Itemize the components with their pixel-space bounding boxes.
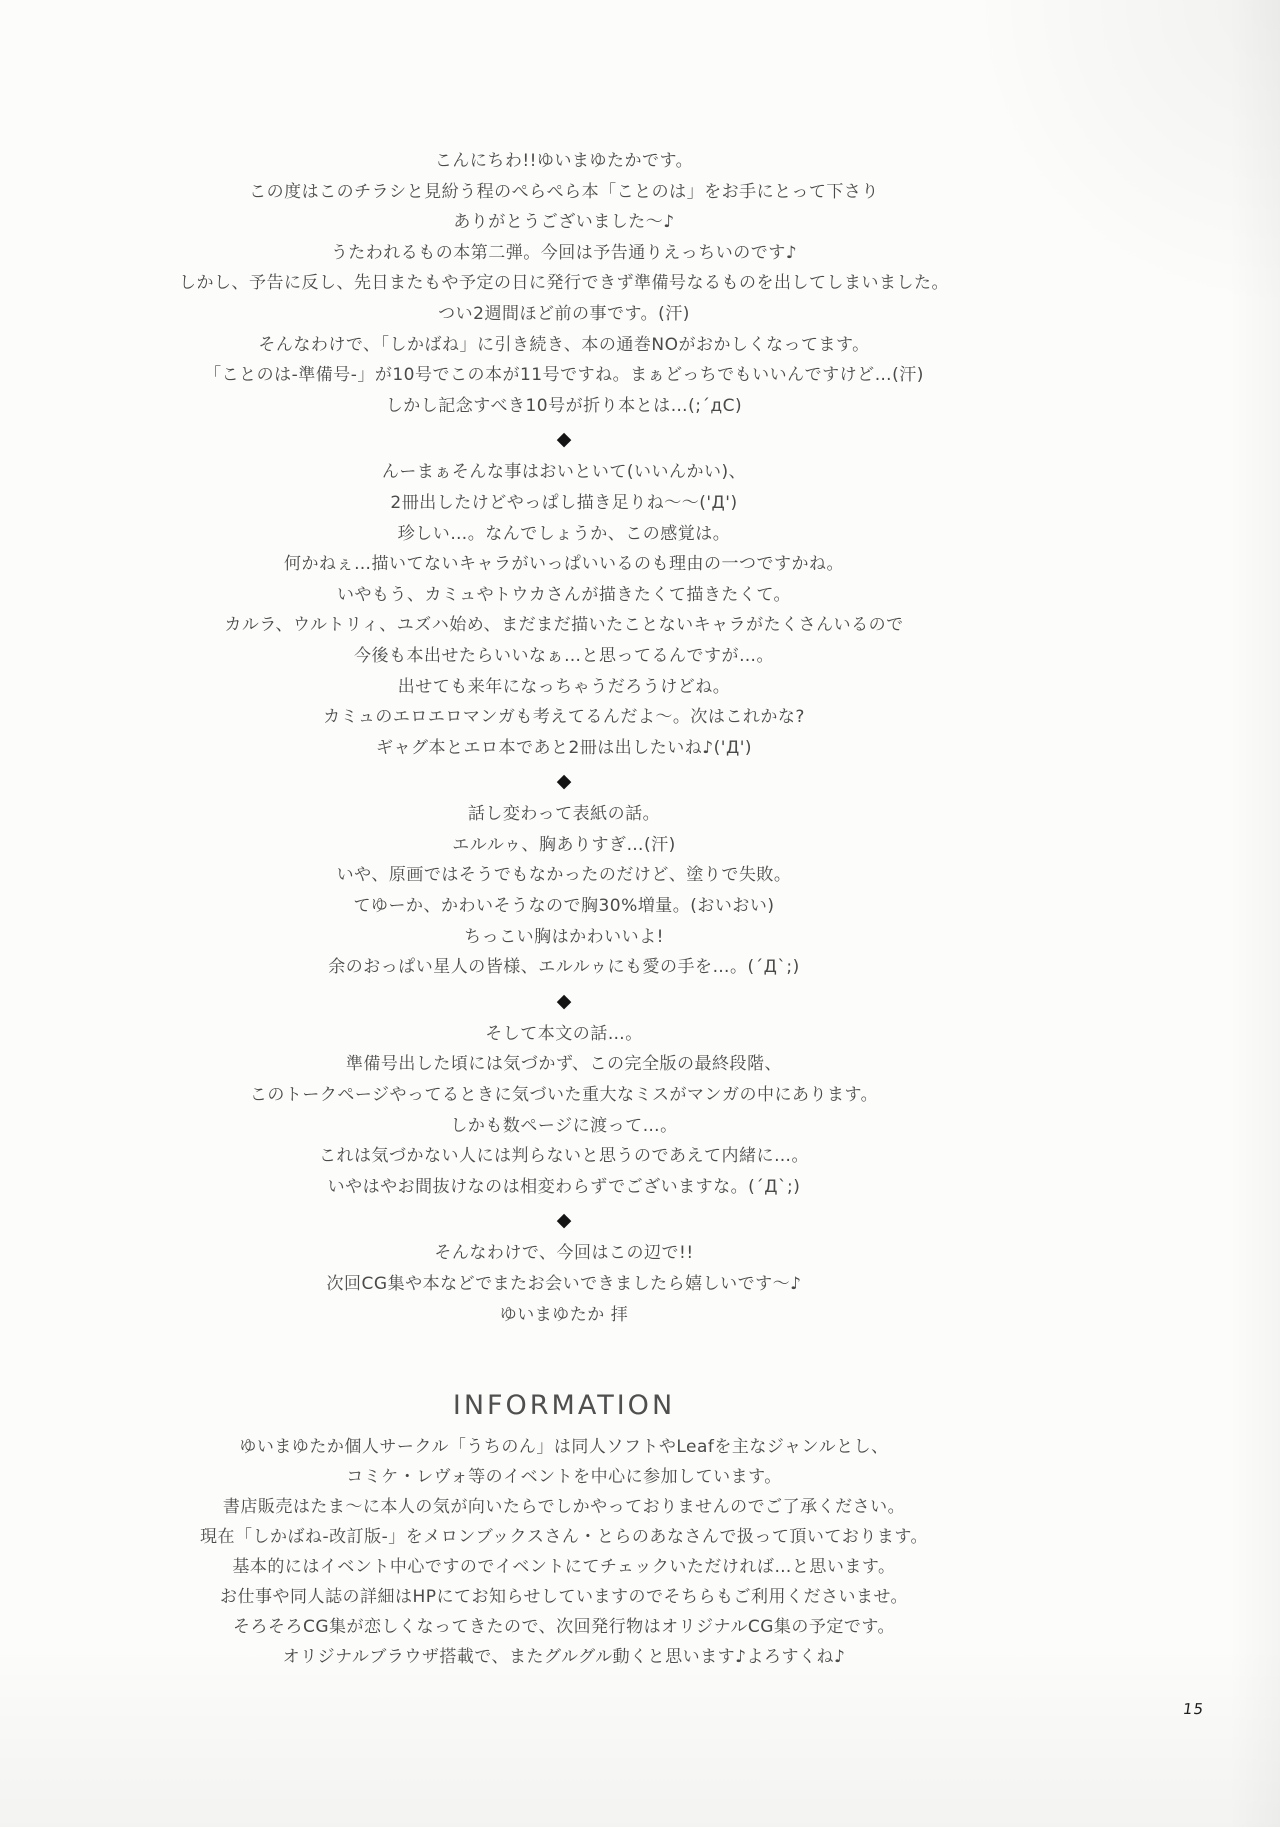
diamond-divider-icon: ◆	[556, 428, 572, 451]
text-line: エルルゥ、胸ありすぎ…(汗)	[452, 834, 676, 855]
text-line: 余のおっぱい星人の皆様、エルルゥにも愛の手を…。(´Д`;)	[328, 957, 800, 978]
diamond-divider-icon: ◆	[556, 1209, 572, 1232]
text-line: ちっこい胸はかわいいよ!	[464, 926, 664, 947]
text-line: 基本的にはイベント中心ですのでイベントにてチェックいただければ…と思います。	[232, 1557, 896, 1578]
afterword-paragraph-1	[0, 146, 1128, 421]
text-line: ギャグ本とエロ本であと2冊は出したいね♪('Д')	[375, 737, 753, 758]
text-line: オリジナルブラウザ搭載で、またグルグル動くと思います♪よろすくね♪	[282, 1647, 846, 1668]
afterword-paragraph-4	[0, 1019, 1128, 1203]
text-line: しかし、予告に反し、先日またもや予定の日に発行できず準備号なるものを出してしまいました。	[179, 273, 949, 294]
text-line: 準備号出した頃には気づかず、この完全版の最終段階、	[345, 1054, 783, 1075]
text-line: コミケ・レヴォ等のイベントを中心に参加しています。	[346, 1467, 782, 1488]
text-line: 現在「しかばね-改訂版-」をメロンブックスさん・とらのあなさんで扱って頂いております。	[199, 1527, 929, 1548]
text-line: 出せても来年になっちゃうだろうけどね。	[397, 676, 731, 697]
text-line: 2冊出したけどやっぱし描き足りね〜〜('Д')	[390, 492, 738, 513]
text-line: カルラ、ウルトリィ、ユズハ始め、まだまだ描いたことないキャラがたくさんいるので	[224, 615, 904, 636]
text-line: てゆーか、かわいそうなので胸30%増量。(おいおい)	[353, 896, 775, 917]
text-line: カミュのエロエロマンガも考えてるんだよ〜。次はこれかな?	[323, 707, 805, 728]
information-heading: INFORMATION	[452, 1390, 676, 1422]
page-number: 15	[1181, 1700, 1206, 1718]
text-line: 何かねぇ…描いてないキャラがいっぱいいるのも理由の一つですかね。	[284, 554, 844, 575]
afterword-paragraph-2	[0, 457, 1128, 763]
text-line: そんなわけで、今回はこの辺で!!	[434, 1243, 694, 1264]
text-line: 「ことのは-準備号-」が10号でこの本が11号ですね。まぁどっちでもいいんですけど…(汗)	[204, 365, 924, 386]
signature-line: ゆいまゆたか 拝	[499, 1304, 629, 1325]
text-line: このトークページやってるときに気づいた重大なミスがマンガの中にあります。	[249, 1085, 879, 1106]
information-section	[0, 1386, 1128, 1672]
text-line: ありがとうございました〜♪	[453, 212, 675, 233]
text-line: しかも数ページに渡って…。	[450, 1115, 678, 1136]
text-line: 珍しい…。なんでしょうか、この感覚は。	[397, 523, 731, 544]
text-line: うたわれるもの本第二弾。今回は予告通りえっちいのです♪	[330, 242, 798, 263]
text-line: しかし記念すべき10号が折り本とは…(;´дC)	[385, 395, 743, 416]
text-line: 話し変わって表紙の話。	[467, 804, 661, 825]
diamond-divider-icon: ◆	[556, 770, 572, 793]
text-line: こんにちわ!!ゆいまゆたかです。	[434, 151, 694, 171]
text-line: 次回CG集や本などでまたお会いできましたら嬉しいです〜♪	[326, 1274, 802, 1294]
information-paragraph	[0, 1432, 1128, 1672]
text-line: お仕事や同人誌の詳細はHPにてお知らせしていますのでそちらもご利用くださいませ。	[219, 1587, 908, 1608]
text-line: この度はこのチラシと見紛う程のぺらぺら本「ことのは」をお手にとって下さり	[249, 181, 879, 202]
text-line: ゆいまゆたか個人サークル「うちのん」は同人ソフトやLeafを主なジャンルとし、	[239, 1437, 889, 1458]
text-line: 書店販売はたま〜に本人の気が向いたらでしかやっておりませんのでご了承ください。	[222, 1497, 906, 1518]
text-line: 今後も本出せたらいいなぁ…と思ってるんですが…。	[354, 645, 774, 666]
text-line: そろそろCG集が恋しくなってきたので、次回発行物はオリジナルCG集の予定です。	[232, 1617, 896, 1638]
text-line: いやはやお間抜けなのは相変わらずでございますな。(´Д`;)	[327, 1176, 801, 1197]
afterword-paragraph-3	[0, 799, 1128, 983]
text-line: いや、原画ではそうでもなかったのだけど、塗りで失敗。	[336, 865, 792, 886]
text-line: そんなわけで、「しかばね」に引き続き、本の通巻NOがおかしくなってます。	[258, 334, 870, 355]
text-line: そして本文の話…。	[485, 1023, 643, 1044]
text-line: いやもう、カミュやトウカさんが描きたくて描きたくて。	[337, 584, 791, 605]
text-line: つい2週間ほど前の事です。(汗)	[438, 303, 690, 324]
text-line: これは気づかない人には判らないと思うのであえて内緒に…。	[319, 1146, 809, 1167]
text-line: んーまぁそんな事はおいといて(いいんかい)、	[381, 462, 747, 483]
diamond-divider-icon: ◆	[556, 989, 572, 1012]
afterword-closing	[0, 1238, 1128, 1330]
